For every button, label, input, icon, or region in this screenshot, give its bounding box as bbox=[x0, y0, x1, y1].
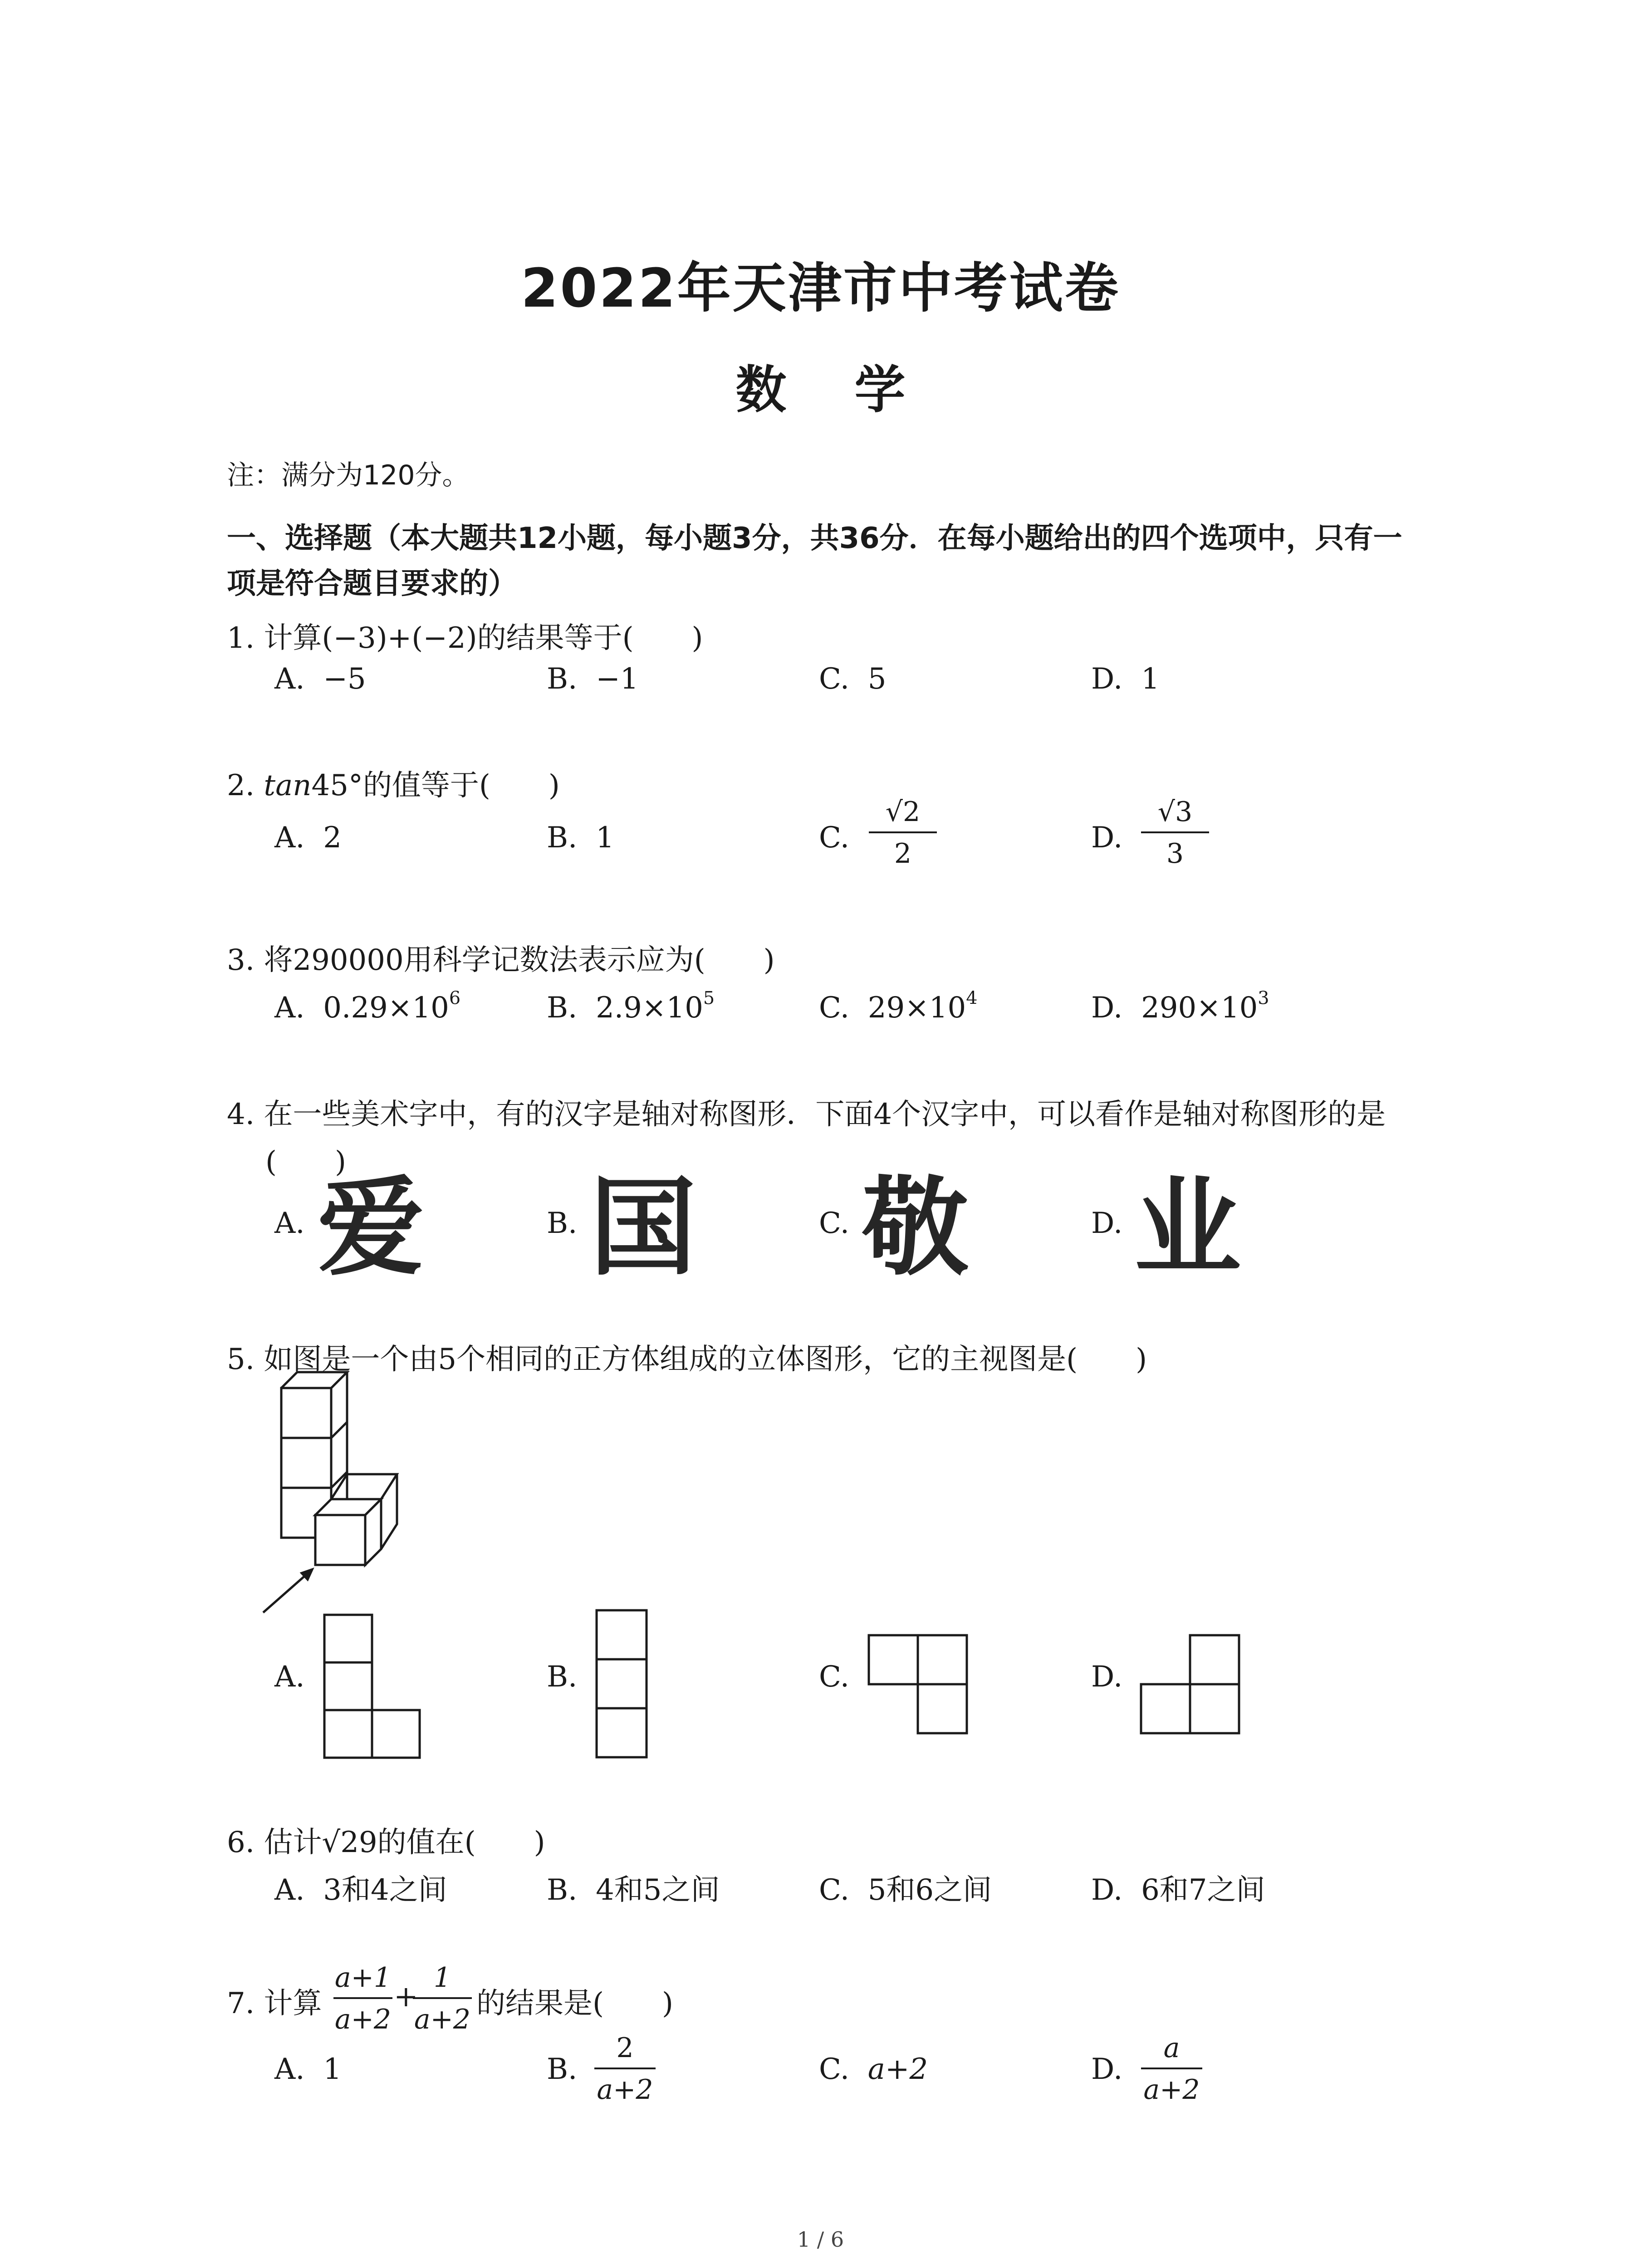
q6-option-d[interactable]: D. 6和7之间 bbox=[1091, 1873, 1265, 1907]
q7-fraction-2: 1 a+2 bbox=[413, 1962, 472, 2035]
q4-option-c-char[interactable]: 敬 bbox=[862, 1166, 969, 1290]
q4-option-b-letter[interactable]: B. bbox=[547, 1207, 578, 1240]
q1-option-b[interactable]: B. −1 bbox=[547, 662, 639, 696]
q1-option-d[interactable]: D. 1 bbox=[1091, 662, 1160, 696]
score-note: 注：满分为120分。 bbox=[227, 459, 470, 491]
exam-title: 2022年天津市中考试卷 bbox=[521, 257, 1120, 319]
q2-option-c-letter[interactable]: C. bbox=[819, 821, 850, 855]
q7-stem-suffix: 的结果是( ) bbox=[476, 1987, 673, 2020]
q5-option-a-letter[interactable]: A. bbox=[274, 1660, 305, 1694]
q5-option-d-figure[interactable] bbox=[1134, 1628, 1245, 1740]
q7-option-d-fraction[interactable]: a a+2 bbox=[1141, 2032, 1202, 2106]
q3-option-a[interactable]: A. $0.29\times 10^6$ bbox=[274, 987, 461, 1025]
q2-option-d-fraction[interactable]: √3 3 bbox=[1141, 796, 1209, 870]
question-2: 2. tan45°的值等于( ) bbox=[227, 769, 560, 802]
question-4-line2: ( ) bbox=[265, 1145, 346, 1179]
q1-option-a[interactable]: A. −5 bbox=[274, 662, 366, 696]
q4-option-a-char[interactable]: 爱 bbox=[318, 1166, 424, 1290]
q4-option-a-letter[interactable]: A. bbox=[274, 1207, 305, 1240]
question-6: 6. 估计√29的值在( ) bbox=[227, 1826, 545, 1859]
section-header-line2: 项是符合题目要求的） bbox=[227, 567, 517, 601]
q2-option-c-fraction[interactable]: √2 2 bbox=[869, 796, 937, 870]
question-4-line1: 4. 在一些美术字中，有的汉字是轴对称图形．下面4个汉字中，可以看作是轴对称图形的是 bbox=[227, 1098, 1386, 1131]
q4-option-b-char[interactable]: 国 bbox=[590, 1166, 696, 1290]
q7-option-d-letter[interactable]: D. bbox=[1091, 2053, 1123, 2086]
q5-option-b-letter[interactable]: B. bbox=[547, 1660, 578, 1694]
section-header-line1: 一、选择题（本大题共12小题，每小题3分，共36分．在每小题给出的四个选项中，只有一 bbox=[227, 522, 1402, 555]
subject-title: 数学 bbox=[735, 361, 974, 420]
q5-option-d-letter[interactable]: D. bbox=[1091, 1660, 1123, 1694]
q5-option-b-figure[interactable] bbox=[590, 1603, 653, 1762]
question-7-prefix: 7. 计算 bbox=[227, 1987, 322, 2020]
q5-option-c-letter[interactable]: C. bbox=[819, 1660, 850, 1694]
q3-option-d[interactable]: D. $290\times 10^3$ bbox=[1091, 987, 1269, 1025]
q4-option-d-letter[interactable]: D. bbox=[1091, 1207, 1123, 1240]
q7-plus: + bbox=[394, 1980, 418, 2014]
q2-option-a[interactable]: A. 2 bbox=[274, 821, 342, 855]
question-1: 1. 计算(−3)+(−2)的结果等于( ) bbox=[227, 621, 703, 655]
q7-option-a[interactable]: A. 1 bbox=[274, 2053, 342, 2086]
q4-option-d-char[interactable]: 业 bbox=[1134, 1166, 1241, 1290]
q6-option-a[interactable]: A. 3和4之间 bbox=[274, 1873, 447, 1907]
q6-option-c[interactable]: C. 5和6之间 bbox=[819, 1873, 992, 1907]
q2-option-d-letter[interactable]: D. bbox=[1091, 821, 1123, 855]
q6-option-b[interactable]: B. 4和5之间 bbox=[547, 1873, 720, 1907]
question-5: 5. 如图是一个由5个相同的正方体组成的立体图形，它的主视图是( ) bbox=[227, 1343, 1147, 1376]
q3-option-c[interactable]: C. $29\times 10^4$ bbox=[819, 987, 978, 1025]
q7-option-c[interactable]: C. a+2 bbox=[819, 2053, 928, 2086]
q2-option-b[interactable]: B. 1 bbox=[547, 821, 614, 855]
q4-option-c-letter[interactable]: C. bbox=[819, 1207, 850, 1240]
q5-option-a-figure[interactable] bbox=[318, 1608, 426, 1762]
q5-option-c-figure[interactable] bbox=[862, 1628, 973, 1740]
question-3: 3. 将290000用科学记数法表示应为( ) bbox=[227, 943, 775, 977]
q1-option-c[interactable]: C. 5 bbox=[819, 662, 887, 696]
q3-option-b[interactable]: B. $2.9\times 10^5$ bbox=[547, 987, 715, 1025]
q7-option-b-fraction[interactable]: 2 a+2 bbox=[594, 2032, 656, 2106]
q7-option-b-letter[interactable]: B. bbox=[547, 2053, 578, 2086]
cube-stack-figure bbox=[254, 1365, 417, 1619]
sqrt-29: √29 bbox=[322, 1826, 377, 1859]
page-number: 1 / 6 bbox=[797, 2227, 844, 2252]
q7-fraction-1: a+1 a+2 bbox=[333, 1962, 392, 2035]
